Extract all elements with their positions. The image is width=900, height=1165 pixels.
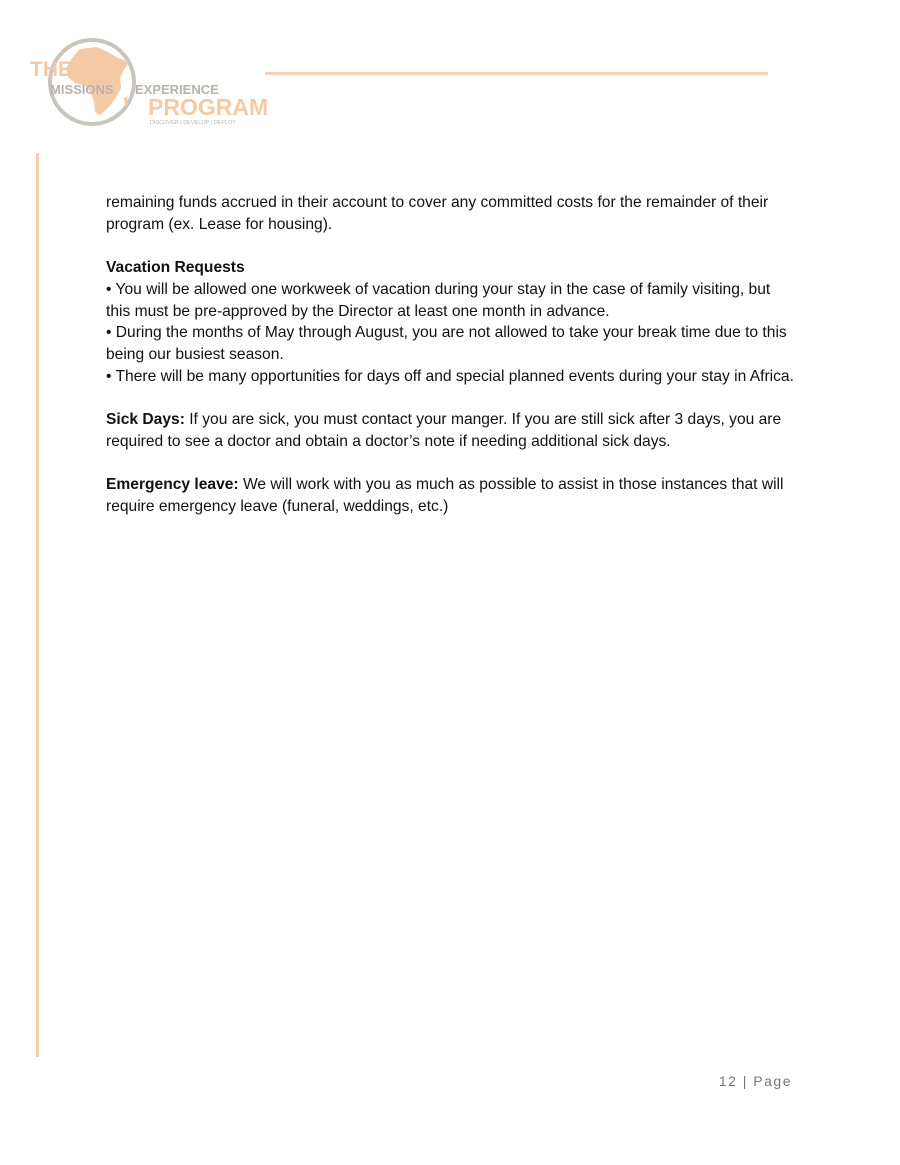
document-body (106, 192, 796, 539)
vacation-bullet: • There will be many opportunities for days off and special planned events during your stay in Africa. (106, 367, 794, 385)
left-margin-rule (36, 153, 39, 1057)
emergency-leave-paragraph (106, 474, 796, 517)
vacation-bullet: • You will be allowed one workweek of vacation during your stay in the case of family visiting, but this must be pre-approved by the Director at least one month in advance. (106, 280, 771, 320)
program-logo (28, 36, 269, 128)
emergency-leave-text: We will work with you as much as possible to assist in those instances that will require emergency leave (funeral, weddings, etc.) (106, 476, 784, 515)
logo-text-the: THE (30, 58, 72, 81)
sick-days-text: If you are sick, you must contact your manger. If you are still sick after 3 days, you are required to see a doctor and obtain a doctor’s note if needing additional sick days. (106, 411, 782, 450)
vacation-bullet: • During the months of May through August, you are not allowed to take your break time due to this being our busiest season. (106, 324, 787, 363)
page-number: 12 | Page (718, 1073, 792, 1089)
africa-continent-shape (66, 47, 129, 115)
africa-map-logo (28, 36, 269, 128)
header-rule (265, 72, 768, 75)
logo-text-missions: MISSIONS (50, 82, 114, 97)
emergency-leave-label: Emergency leave: (106, 476, 239, 494)
vacation-section (106, 257, 796, 387)
sick-days-paragraph (106, 409, 796, 452)
sick-days-label: Sick Days: (106, 411, 185, 428)
logo-text-program: PROGRAM (148, 94, 269, 120)
logo-tagline: DISCOVER | DEVELOP | DEPLOY (150, 120, 236, 126)
intro-paragraph: remaining funds accrued in their account to cover any committed costs for the remainder of their program (ex. Lease for housing). (106, 194, 769, 233)
logo-text-experience: EXPERIENCE (135, 82, 219, 97)
vacation-heading: Vacation Requests (106, 259, 245, 277)
